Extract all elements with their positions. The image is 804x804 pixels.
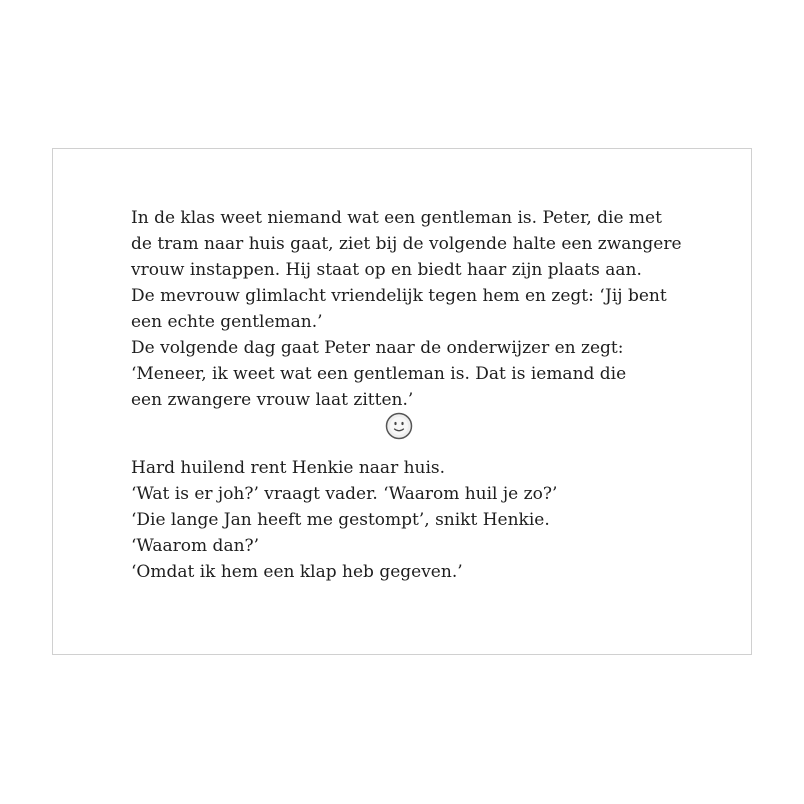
- smiley-icon: [385, 412, 413, 440]
- text-line: ‘Meneer, ik weet wat een gentleman is. Dat is iemand die: [131, 364, 627, 384]
- joke-henkie: [131, 455, 691, 585]
- text-line: ‘Omdat ik hem een klap heb gegeven.’: [131, 562, 463, 582]
- text-line: De mevrouw glimlacht vriendelijk tegen hem en zegt: ‘Jij bent: [131, 286, 667, 306]
- text-line: In de klas weet niemand wat een gentleman is. Peter, die met: [131, 208, 662, 228]
- text-line: een echte gentleman.’: [131, 312, 323, 332]
- text-line: De volgende dag gaat Peter naar de onderwijzer en zegt:: [131, 338, 624, 358]
- text-line: een zwangere vrouw laat zitten.’: [131, 390, 414, 410]
- text-line: ‘Die lange Jan heeft me gestompt’, snikt Henkie.: [131, 510, 550, 530]
- text-line: ‘Waarom dan?’: [131, 536, 260, 556]
- joke-gentleman: [131, 205, 691, 413]
- text-line: vrouw instappen. Hij staat op en biedt haar zijn plaats aan.: [131, 260, 642, 280]
- joke-card: [52, 148, 752, 655]
- text-line: Hard huilend rent Henkie naar huis.: [131, 458, 446, 478]
- text-line: de tram naar huis gaat, ziet bij de volgende halte een zwangere: [131, 234, 682, 254]
- text-line: ‘Wat is er joh?’ vraagt vader. ‘Waarom huil je zo?’: [131, 484, 558, 504]
